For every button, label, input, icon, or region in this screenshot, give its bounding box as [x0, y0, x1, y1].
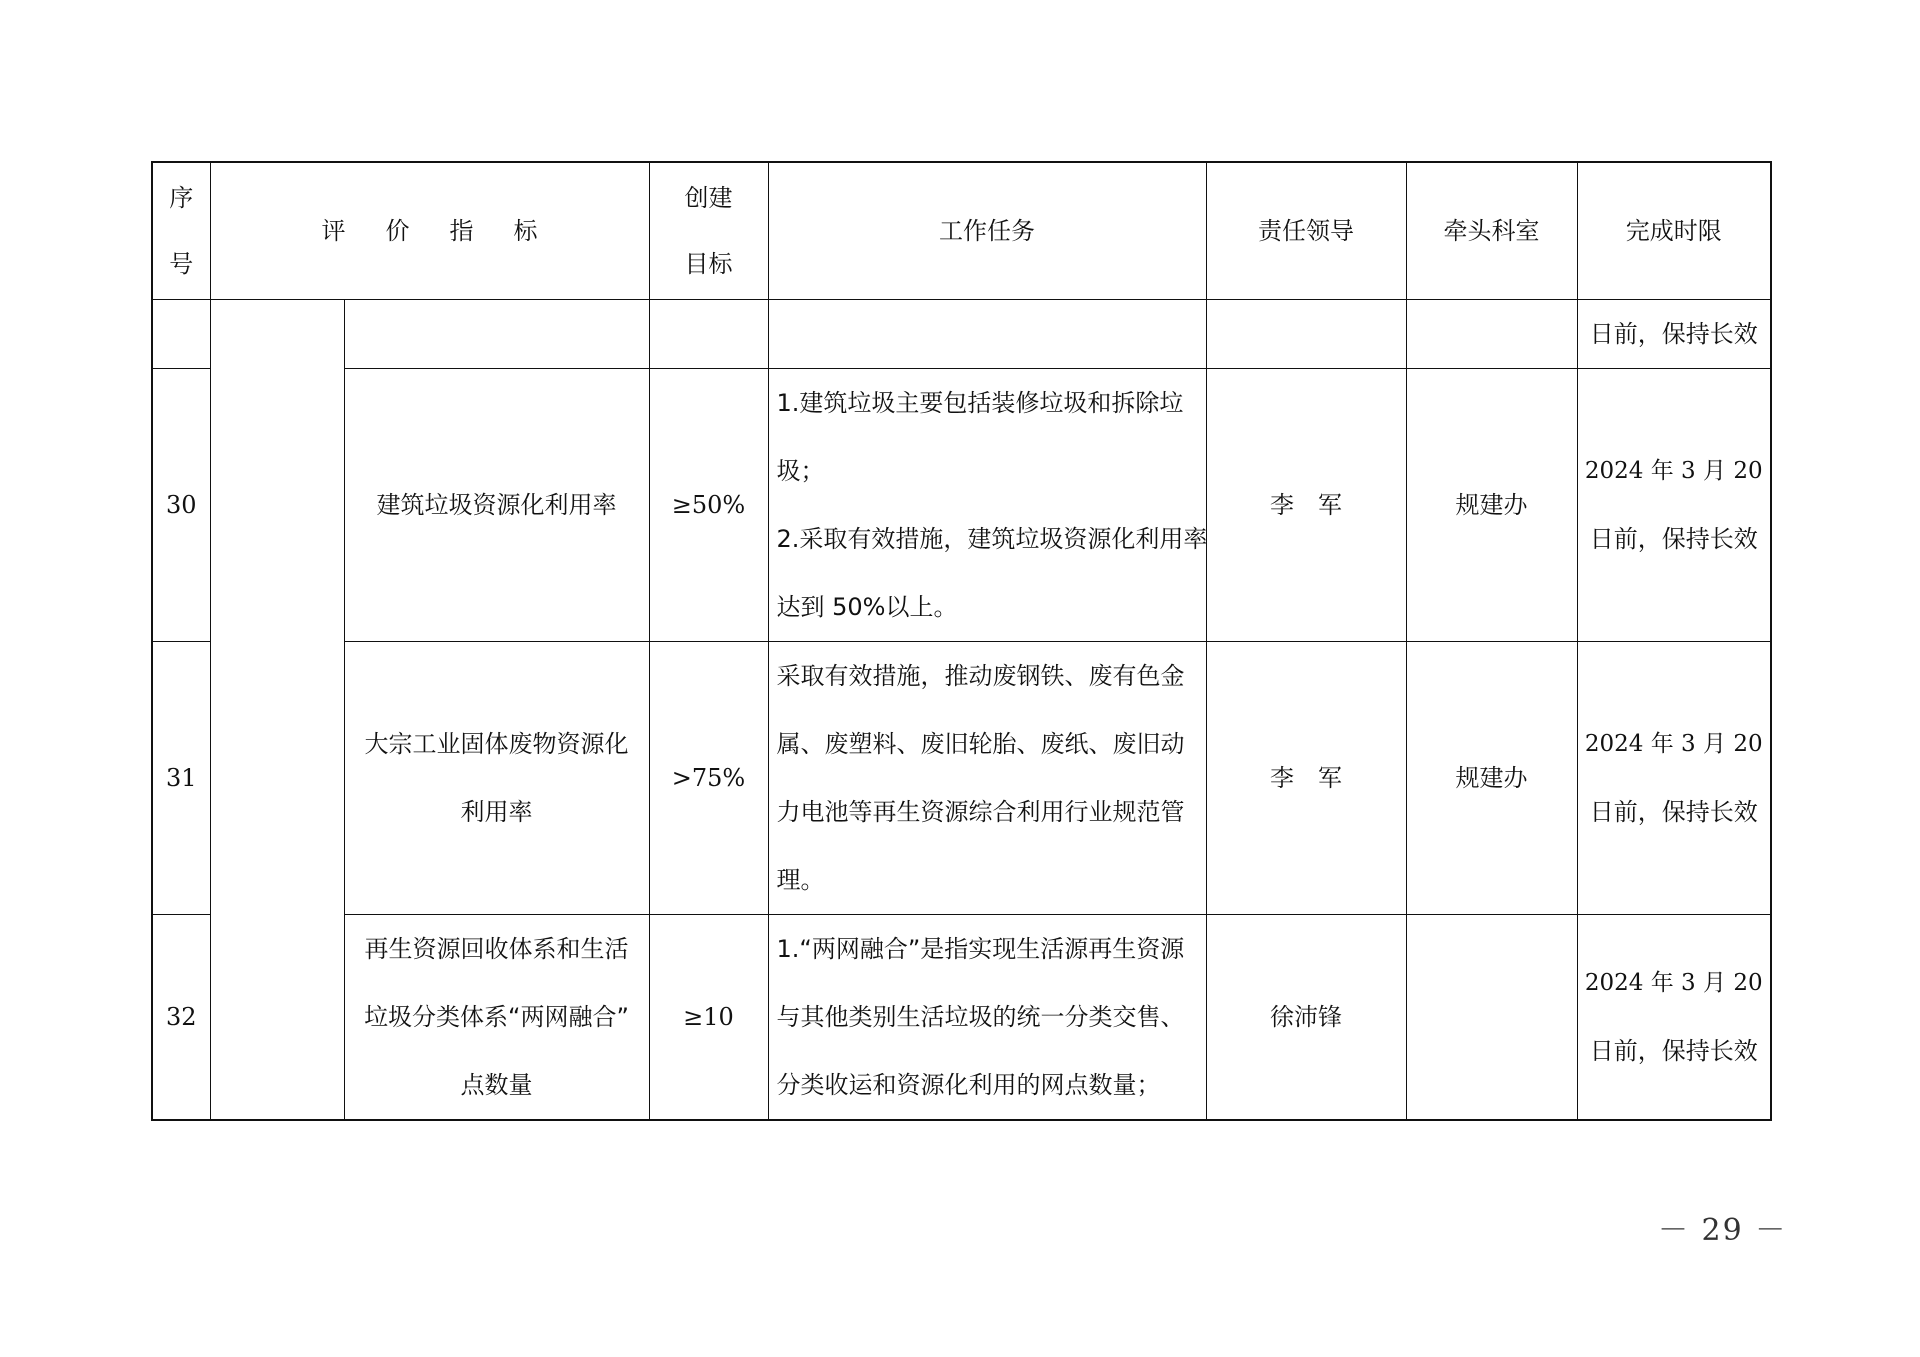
task-line: 1.建筑垃圾主要包括装修垃圾和拆除垃 [776, 388, 1184, 417]
cell-deadline: 日前，保持长效 [1577, 299, 1771, 368]
cell-category-merged [210, 299, 344, 1120]
deadline-date: 2024 年 3 月 20 [1584, 457, 1763, 484]
header-seq-line1: 序 [169, 183, 194, 212]
cell-task-empty [768, 299, 1206, 368]
deadline-note: 日前，保持长效 [1589, 524, 1758, 553]
cell-deadline [1577, 914, 1771, 1120]
task-line: 与其他类别生活垃圾的统一分类交售、 [776, 1002, 1185, 1031]
cell-seq: 32 [152, 914, 210, 1120]
deadline-date: 2024 年 3 月 20 [1584, 730, 1763, 757]
header-row [152, 162, 1771, 299]
indicator-table [151, 161, 1772, 1121]
task-line: 理。 [776, 865, 825, 894]
cell-leader: 李 军 [1206, 368, 1406, 641]
indicator-line: 建筑垃圾资源化利用率 [376, 490, 617, 519]
task-line: 采取有效措施，推动废钢铁、废有色金 [776, 661, 1185, 690]
indicator-line: 垃圾分类体系“两网融合” [364, 1002, 629, 1031]
cell-task [768, 641, 1206, 914]
cell-seq-empty [152, 299, 210, 368]
table-row [152, 914, 1771, 1120]
cell-indicator [344, 641, 649, 914]
header-target-line1: 创建 [684, 183, 733, 212]
task-line: 2.采取有效措施，建筑垃圾资源化利用率 [776, 524, 1208, 553]
table-row [152, 641, 1771, 914]
cell-target-empty [649, 299, 768, 368]
cell-seq: 31 [152, 641, 210, 914]
cell-leader: 李 军 [1206, 641, 1406, 914]
header-indicator-char: 评 [321, 216, 346, 245]
cell-indicator-empty [344, 299, 649, 368]
table-row [152, 368, 1771, 641]
deadline-note: 日前，保持长效 [1589, 797, 1758, 826]
cell-seq: 30 [152, 368, 210, 641]
header-deadline: 完成时限 [1577, 162, 1771, 299]
header-target [649, 162, 768, 299]
header-task: 工作任务 [768, 162, 1206, 299]
cell-task [768, 914, 1206, 1120]
task-line: 圾； [776, 456, 825, 485]
cell-department: 规建办 [1406, 368, 1577, 641]
cell-indicator [344, 914, 649, 1120]
cell-deadline [1577, 368, 1771, 641]
header-indicator-char: 指 [449, 216, 474, 245]
task-line: 力电池等再生资源综合利用行业规范管 [776, 797, 1185, 826]
cell-department: 规建办 [1406, 641, 1577, 914]
task-line: 分类收运和资源化利用的网点数量； [776, 1070, 1161, 1099]
cell-indicator [344, 368, 649, 641]
header-indicator [210, 162, 649, 299]
indicator-line: 大宗工业固体废物资源化 [364, 729, 629, 758]
header-indicator-char: 标 [513, 216, 538, 245]
task-line: 属、废塑料、废旧轮胎、废纸、废旧动 [776, 729, 1185, 758]
deadline-note: 日前，保持长效 [1589, 1036, 1758, 1065]
cell-deadline [1577, 641, 1771, 914]
cell-target: ≥10 [649, 914, 768, 1120]
indicator-line: 再生资源回收体系和生活 [364, 934, 629, 963]
header-seq [152, 162, 210, 299]
indicator-line: 利用率 [460, 797, 533, 826]
continuation-row [152, 299, 1771, 368]
header-department: 牵头科室 [1406, 162, 1577, 299]
cell-department-empty [1406, 299, 1577, 368]
cell-task [768, 368, 1206, 641]
indicator-line: 点数量 [460, 1070, 533, 1099]
cell-target: >75% [649, 641, 768, 914]
page-number: － 29 － [1658, 1213, 1788, 1248]
header-indicator-char: 价 [385, 216, 410, 245]
task-line: 1.“两网融合”是指实现生活源再生资源 [776, 934, 1185, 963]
cell-department [1406, 914, 1577, 1120]
header-target-line2: 目标 [684, 249, 733, 278]
cell-target: ≥50% [649, 368, 768, 641]
cell-leader: 徐沛锋 [1206, 914, 1406, 1120]
header-leader: 责任领导 [1206, 162, 1406, 299]
header-seq-line2: 号 [169, 249, 194, 278]
deadline-date: 2024 年 3 月 20 [1584, 969, 1763, 996]
task-line: 达到 50%以上。 [776, 592, 958, 621]
cell-leader-empty [1206, 299, 1406, 368]
